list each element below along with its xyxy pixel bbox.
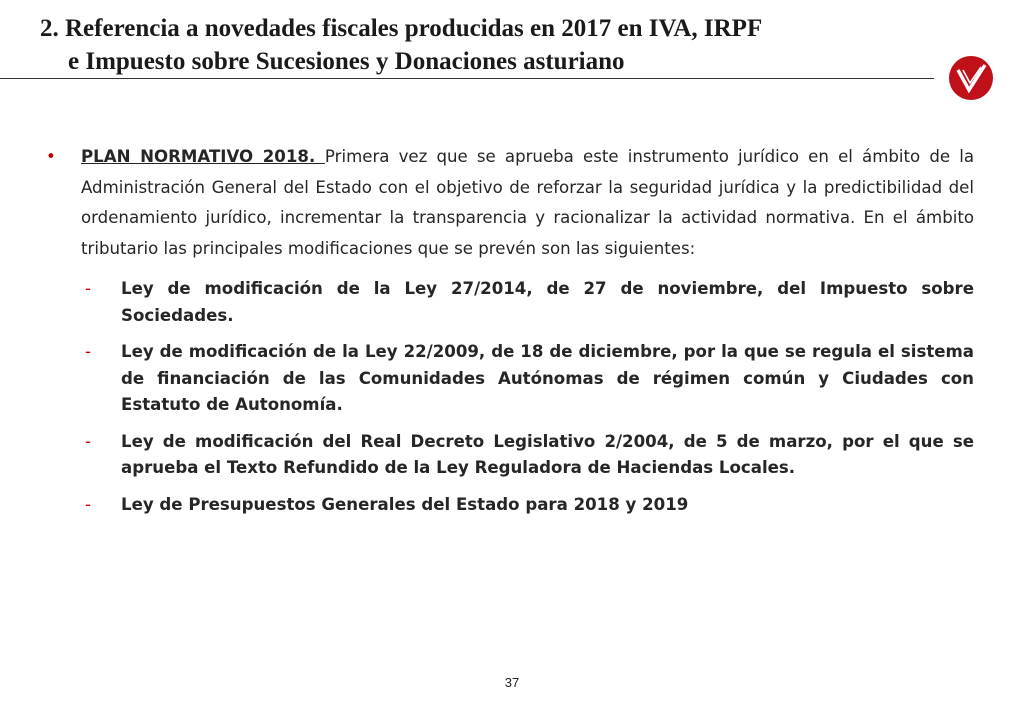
dash-marker: - bbox=[85, 342, 91, 361]
title-line-1: 2. Referencia a novedades fiscales producidas en 2017 en IVA, IRPF bbox=[40, 15, 763, 42]
dash-marker: - bbox=[85, 279, 91, 298]
dash-marker: - bbox=[85, 431, 91, 451]
dash-marker: - bbox=[85, 494, 91, 514]
plan-normativo-text: Primera vez que se aprueba este instrumento jurídico en el ámbito de la Administración General del Estado con el objetivo de reforzar la seguridad jurídica y la predictibilidad del ordenamiento jurídico, incrementar la transparencia y racionalizar la actividad normativa. En el ámbito tributario las principales modificaciones que se prevén son las siguientes: bbox=[81, 147, 974, 258]
plan-normativo-bullet bbox=[46, 142, 974, 264]
slide-body bbox=[46, 142, 974, 528]
list-item bbox=[85, 339, 974, 419]
v-check-logo-icon bbox=[949, 56, 993, 100]
title-line-2: e Impuesto sobre Sucesiones y Donaciones asturiano bbox=[68, 48, 625, 75]
list-item-text: Ley de modificación de la Ley 22/2009, de 18 de diciembre, por la que se regula el sistema de financiación de las Comunidades Autónomas de régimen común y Ciudades con Estatuto de Autonomía. bbox=[121, 342, 974, 414]
plan-normativo-label: PLAN NORMATIVO 2018. bbox=[81, 147, 325, 166]
bullet-marker: • bbox=[46, 147, 56, 166]
list-item bbox=[85, 276, 974, 329]
list-item bbox=[85, 429, 974, 482]
title-underline bbox=[0, 78, 934, 79]
list-item bbox=[85, 492, 974, 519]
list-item-text: Ley de modificación del Real Decreto Legislativo 2/2004, de 5 de marzo, por el que se aprueba el Texto Refundido de la Ley Reguladora de Haciendas Locales. bbox=[121, 431, 974, 477]
modifications-list bbox=[46, 276, 974, 518]
list-item-text: Ley de Presupuestos Generales del Estado para 2018 y 2019 bbox=[121, 494, 689, 514]
slide-title bbox=[40, 12, 940, 78]
page-number: 37 bbox=[504, 675, 520, 690]
list-item-text: Ley de modificación de la Ley 27/2014, de 27 de noviembre, del Impuesto sobre Sociedades. bbox=[121, 279, 974, 325]
